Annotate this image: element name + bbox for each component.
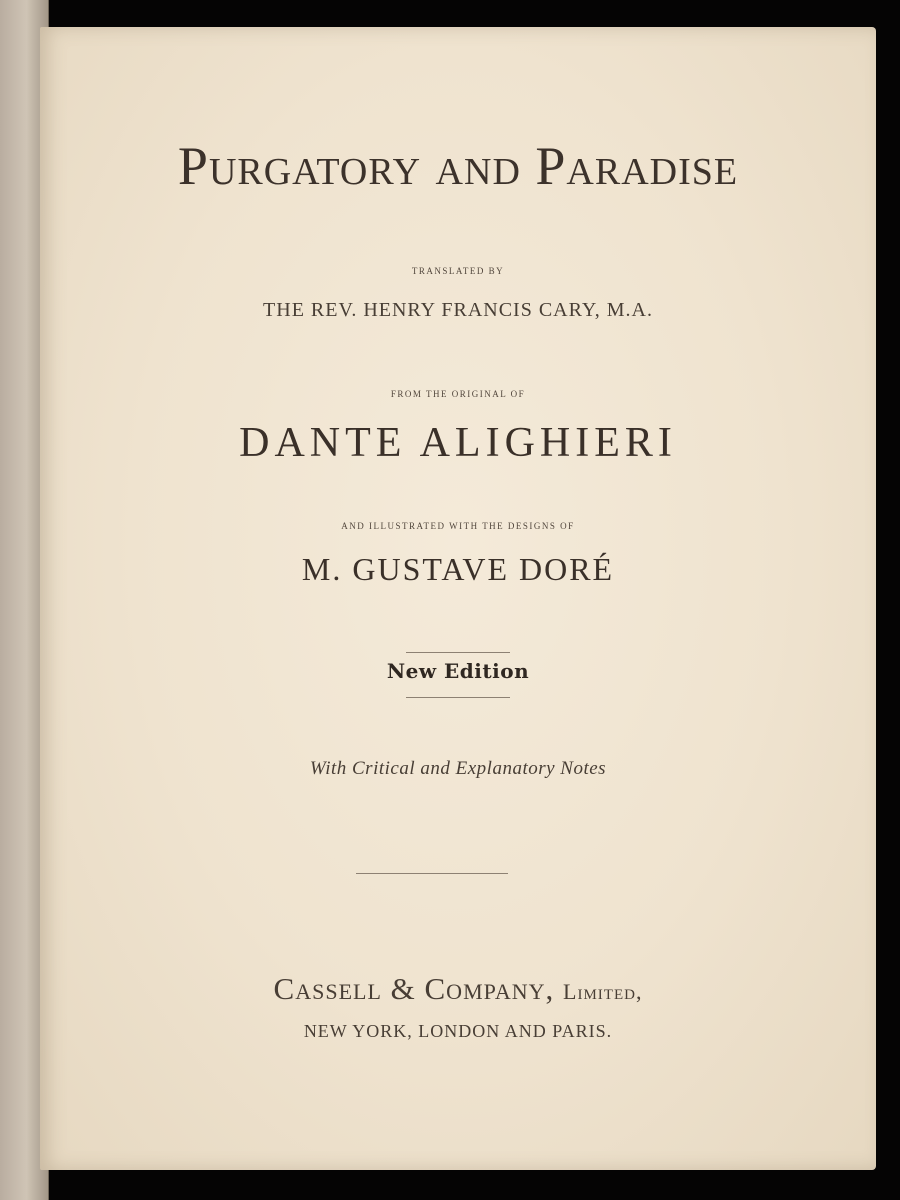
- title-page: [40, 27, 876, 1170]
- translator-name: THE REV. HENRY FRANCIS CARY, M.A.: [263, 299, 653, 321]
- publisher-name: Cassell & Company,: [273, 971, 555, 1006]
- notes-line: With Critical and Explanatory Notes: [309, 758, 607, 779]
- translated-by-label: TRANSLATED BY: [411, 266, 505, 276]
- edition-rule-bottom: [406, 697, 510, 698]
- book-title: Purgatory and Paradise: [177, 136, 739, 196]
- publisher-line: [40, 971, 876, 1007]
- publication-place: NEW YORK, LONDON AND PARIS.: [303, 1021, 613, 1041]
- publisher-suffix: Limited,: [563, 979, 643, 1004]
- illustrated-label: AND ILLUSTRATED WITH THE DESIGNS OF: [341, 521, 575, 531]
- edition-rule-top: [406, 652, 510, 653]
- illustrator-name: M. GUSTAVE DORÉ: [301, 551, 615, 587]
- publisher-divider: [356, 873, 508, 874]
- author-name: DANTE ALIGHIERI: [239, 420, 677, 466]
- edition-label: New Edition: [386, 659, 530, 683]
- from-original-label: FROM THE ORIGINAL OF: [390, 389, 526, 399]
